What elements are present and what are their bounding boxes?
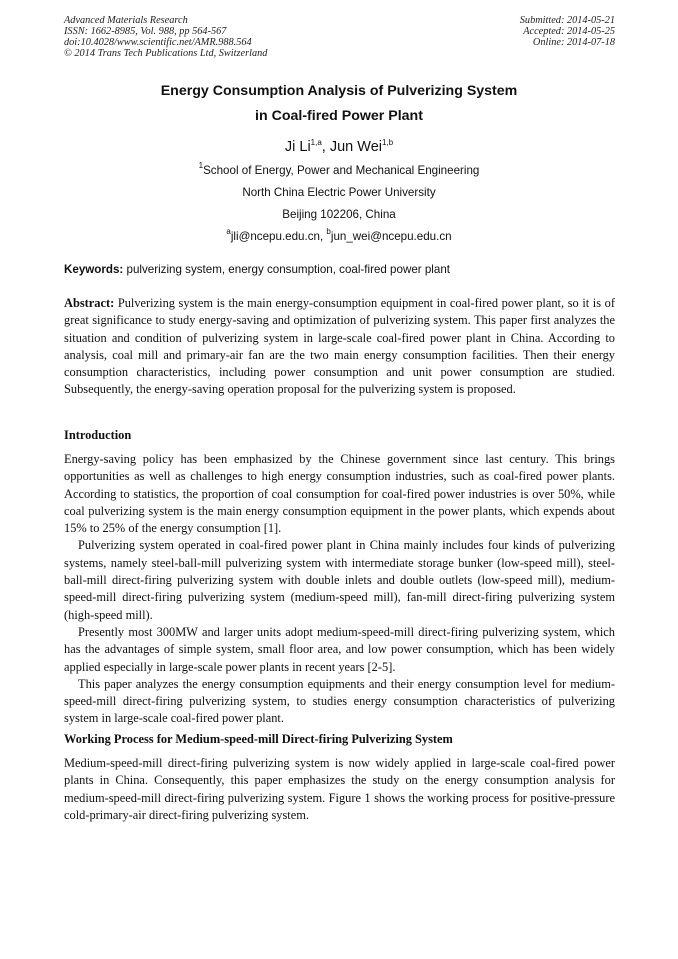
author-separator: , bbox=[321, 139, 330, 155]
doi-line: doi:10.4028/www.scientific.net/AMR.988.564 bbox=[64, 37, 252, 48]
introduction-body bbox=[64, 451, 615, 728]
affiliation-line bbox=[0, 161, 678, 177]
issn-line: ISSN: 1662-8985, Vol. 988, pp 564-567 bbox=[64, 26, 227, 37]
keywords-label: Keywords: bbox=[64, 263, 124, 276]
body-paragraph: Pulverizing system operated in coal-fired power plant in China mainly includes four kinds of pulverizing systems, namely steel-ball-mill pulverizing system with intermediate storage bunker (low-speed mill), steel-ball-mill direct-firing pulverizing system with double inlets and double outlets (low-speed mill), medium-speed-mill direct-firing pulverizing system (medium-speed mill), fan-mill direct-firing pulverizing system (high-speed mill). bbox=[64, 538, 615, 622]
body-paragraph: Presently most 300MW and larger units adopt medium-speed-mill direct-firing pulverizing system, which has the advantages of simple system, small floor area, and low power consumption, which has been widely applied especially in large-scale power plants in recent years [2-5]. bbox=[64, 624, 615, 674]
email-link[interactable]: jun_wei@ncepu.edu.cn bbox=[330, 230, 452, 243]
header-dates bbox=[520, 15, 615, 48]
affiliation-address: Beijing 102206, China bbox=[282, 208, 396, 221]
body-paragraph: Energy-saving policy has been emphasized by the Chinese government since last century. This brings opportunities as well as challenges to high energy consumption industries, such as coal-fired power plants. According to statistics, the proportion of coal consumption for coal-fired power industries is over 50%, while coal pulverizing system is the main energy consumption equipment in the power plants, which expends about 15% to 25% of the energy consumption [1]. bbox=[64, 452, 615, 536]
abstract-text: Pulverizing system is the main energy-consumption equipment in coal-fired power plant, so it is of great significance to study energy-saving and optimization of pulverizing system. This paper first analyzes the situation and condition of pulverizing system in large-scale coal-fired power plant in China. According to analysis, coal mill and primary-air fan are the two main energy consumption facilities. Then their energy consumption characteristics, including power consumption and unit power consumption are studied. Subsequently, the energy-saving operation proposal for the pulverizing system is proposed. bbox=[64, 296, 615, 397]
paper-title-line2: in Coal-fired Power Plant bbox=[255, 108, 423, 124]
author-list bbox=[0, 139, 678, 155]
working-process-body: Medium-speed-mill direct-firing pulverizing system is now widely applied in large-scale coal-fired power plants in China. Consequently, this paper emphasizes the study on the energy consumption analysis for medium-speed-mill direct-firing pulverizing system. Figure 1 shows the working process for positive-pressure cold-primary-air direct-firing pulverizing system. bbox=[64, 756, 615, 822]
affiliation-school: School of Energy, Power and Mechanical Engineering bbox=[203, 164, 480, 177]
journal-name: Advanced Materials Research bbox=[64, 15, 188, 26]
email-superscript: b bbox=[326, 227, 331, 236]
submitted-date: Submitted: 2014-05-21 bbox=[519, 15, 615, 26]
author-superscript: 1,a bbox=[310, 138, 322, 147]
keywords bbox=[64, 263, 616, 276]
author-name: Ji Li bbox=[284, 139, 311, 155]
author-emails bbox=[0, 227, 678, 243]
header-publication-info bbox=[64, 15, 267, 59]
online-date: Online: 2014-07-18 bbox=[532, 37, 615, 48]
affiliation-university: North China Electric Power University bbox=[242, 186, 436, 199]
body-paragraph: This paper analyzes the energy consumption equipments and their energy consumption level for medium-speed-mill direct-firing pulverizing system, to studies energy consumption characteristics of pulverizing system in large-scale coal-fired power plant. bbox=[64, 676, 615, 726]
keywords-text: pulverizing system, energy consumption, coal-fired power plant bbox=[123, 263, 450, 276]
abstract-label: Abstract: bbox=[64, 296, 115, 310]
email-superscript: a bbox=[226, 227, 231, 236]
email-link[interactable]: jli@ncepu.edu.cn, bbox=[230, 230, 327, 243]
copyright-line: © 2014 Trans Tech Publications Ltd, Switzerland bbox=[64, 48, 268, 59]
author-superscript: 1,b bbox=[381, 138, 394, 147]
abstract bbox=[64, 295, 615, 399]
affiliation-superscript: 1 bbox=[198, 161, 204, 170]
paper-title-line1: Energy Consumption Analysis of Pulverizing System bbox=[160, 83, 518, 99]
author-name: Jun Wei bbox=[329, 139, 382, 155]
accepted-date: Accepted: 2014-05-25 bbox=[523, 26, 615, 37]
section-heading-working-process: Working Process for Medium-speed-mill Direct-firing Pulverizing System bbox=[64, 732, 453, 746]
section-heading-introduction: Introduction bbox=[64, 428, 132, 442]
